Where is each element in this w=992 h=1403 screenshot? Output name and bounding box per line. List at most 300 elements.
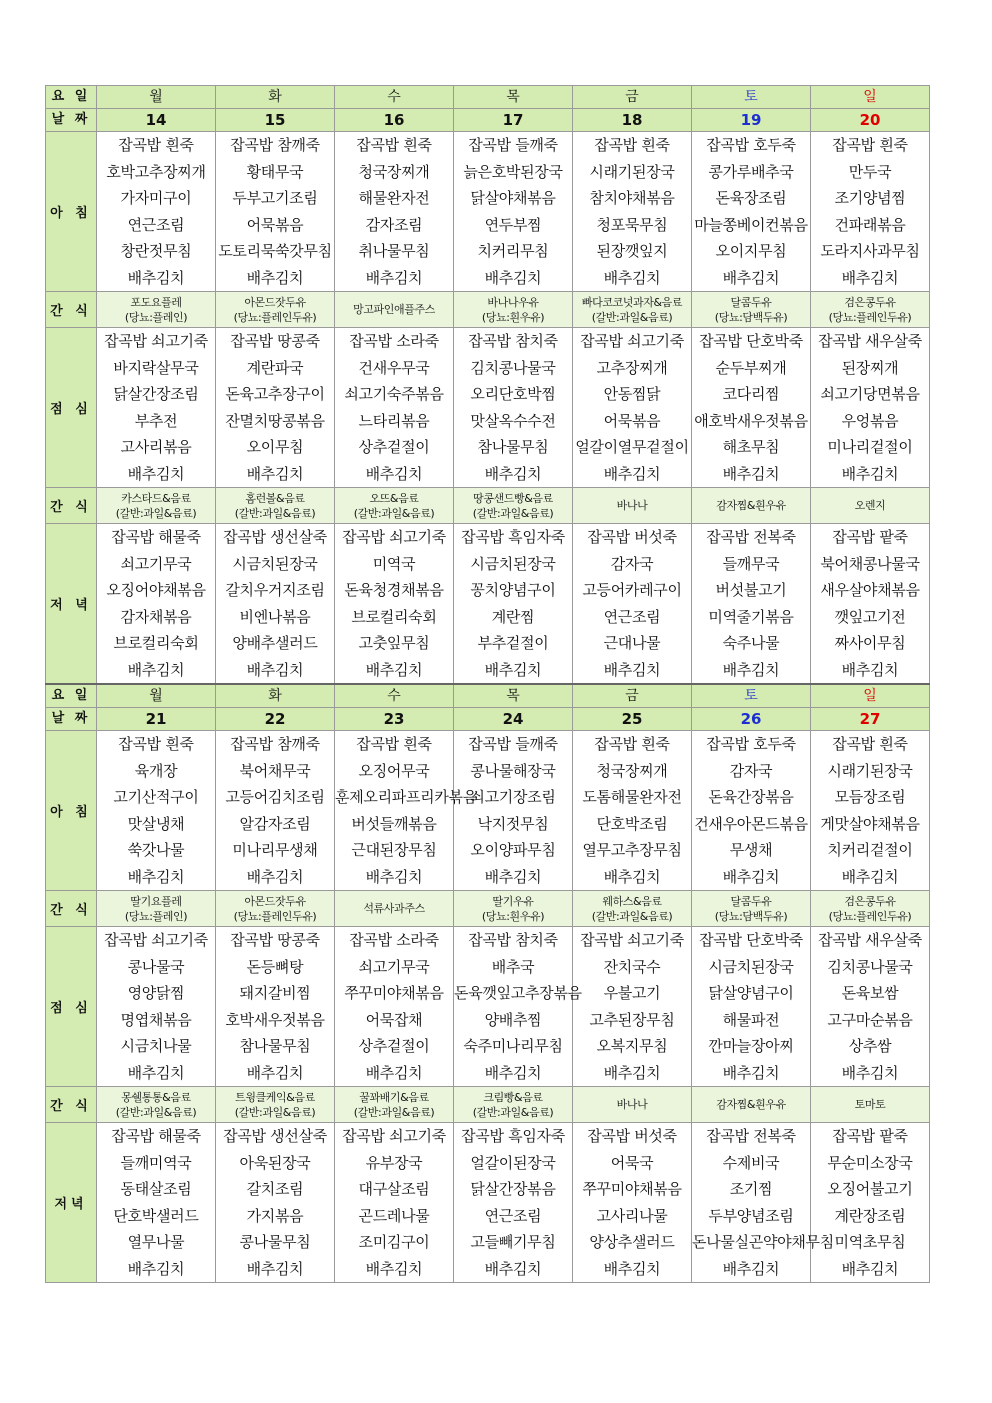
date-cell: 18 <box>573 109 692 132</box>
snack-item: 오뜨&음료 <box>369 491 419 505</box>
dish-item: 배추김치 <box>841 660 899 679</box>
dish-item: 참나물무침 <box>239 1037 311 1055</box>
row-label: 점 심 <box>46 927 97 1087</box>
day-of-week: 목 <box>454 86 573 109</box>
dish-item: 배추김치 <box>246 464 304 483</box>
meal-cell <box>692 927 811 1087</box>
snack-item: (갈반:과일&음료) <box>472 1105 554 1119</box>
day-of-week: 화 <box>216 86 335 109</box>
meal-cell <box>573 524 692 685</box>
dish-item: 배추김치 <box>365 660 423 679</box>
dish-item: 잔멸치땅콩볶음 <box>225 411 325 430</box>
dish-item: 창란젓무침 <box>120 242 192 260</box>
meal-cell <box>573 927 692 1087</box>
dish-item: 잡곡밥 쇠고기죽 <box>342 528 446 546</box>
dish-item: 배추김치 <box>365 268 423 287</box>
snack-item: 꿀꽈배기&음료 <box>359 1090 429 1104</box>
dish-item: 시금치된장국 <box>232 554 318 573</box>
dish-item: 고기산적구이 <box>113 788 199 806</box>
dish-item: 잡곡밥 흰죽 <box>832 136 908 154</box>
meal-cell <box>97 1123 216 1283</box>
snack-item: (당뇨:플레인) <box>124 310 188 324</box>
snack-item: (갈반:과일&음료) <box>234 1105 316 1119</box>
dish-item: 배추김치 <box>484 1063 542 1082</box>
dish-item: 배추김치 <box>127 1063 185 1082</box>
row-label: 요 일 <box>46 684 97 708</box>
meal-cell <box>97 731 216 891</box>
day-row <box>46 86 930 109</box>
dish-item: 잡곡밥 흑임자죽 <box>461 528 565 546</box>
dish-item: 황태무국 <box>246 162 304 181</box>
breakfast-row <box>46 132 930 292</box>
dish-item: 된장찌개 <box>841 358 899 377</box>
dish-item: 오이지무침 <box>715 242 787 260</box>
dish-item: 연근조림 <box>127 215 185 234</box>
dish-item: 연두부찜 <box>484 215 542 234</box>
snack-cell <box>573 891 692 927</box>
dish-item: 미역줄기볶음 <box>708 607 794 626</box>
snack-item: 땅콩샌드빵&음료 <box>473 491 553 505</box>
lunch-row <box>46 328 930 488</box>
snack-cell <box>335 488 454 524</box>
dish-item: 고추장찌개 <box>596 358 668 377</box>
dish-item: 우엉볶음 <box>841 411 899 430</box>
snack-item: (갈반:과일&음료) <box>591 310 673 324</box>
dish-item: 된장깻잎지 <box>596 242 668 260</box>
day-of-week: 목 <box>454 684 573 708</box>
dish-item: 배추김치 <box>603 464 661 483</box>
snack-item: (갈반:과일&음료) <box>353 506 435 520</box>
dish-item: 비엔나볶음 <box>239 607 311 626</box>
dish-item: 늙은호박된장국 <box>463 162 563 181</box>
row-label: 간 식 <box>46 891 97 927</box>
dish-item: 오리단호박찜 <box>470 385 556 403</box>
dish-item: 북어채무국 <box>239 761 311 780</box>
snack-item: (갈반:과일&음료) <box>472 506 554 520</box>
meal-cell <box>811 1123 930 1283</box>
dish-item: 쭈꾸미야채볶음 <box>344 984 444 1002</box>
snack-cell <box>692 891 811 927</box>
dish-item: 해물파전 <box>722 1010 780 1029</box>
date-row <box>46 708 930 731</box>
snack-pm-row <box>46 488 930 524</box>
dish-item: 도토리묵쑥갓무침 <box>218 242 332 260</box>
snack-item: 감자찜&흰우유 <box>716 499 786 512</box>
dish-item: 돈육깻잎고추장볶음 <box>454 984 582 1002</box>
dish-item: 얼갈이된장국 <box>470 1153 556 1172</box>
meal-cell <box>216 524 335 685</box>
snack-item: 몽쉘통통&음료 <box>121 1090 191 1104</box>
dish-item: 잡곡밥 땅콩죽 <box>230 931 320 949</box>
dish-item: 배추김치 <box>246 1259 304 1278</box>
meal-cell <box>573 328 692 488</box>
dish-item: 잡곡밥 단호박죽 <box>699 931 803 949</box>
dish-item: 배추김치 <box>365 867 423 886</box>
dish-item: 감자국 <box>610 554 654 573</box>
dish-item: 건새우무국 <box>358 358 430 377</box>
snack-cell <box>335 292 454 328</box>
dish-item: 잡곡밥 흰죽 <box>356 735 432 753</box>
dish-item: 잡곡밥 해물죽 <box>111 1127 201 1145</box>
dish-item: 잡곡밥 쇠고기죽 <box>104 931 208 949</box>
dish-item: 잡곡밥 버섯죽 <box>587 528 677 546</box>
dish-item: 느타리볶음 <box>358 411 430 430</box>
meal-cell <box>216 927 335 1087</box>
snack-cell <box>573 1087 692 1123</box>
meal-cell <box>692 328 811 488</box>
dish-item: 열무나물 <box>127 1233 185 1251</box>
dish-item: 잡곡밥 전복죽 <box>706 1127 796 1145</box>
dish-item: 배추김치 <box>841 1259 899 1278</box>
row-label: 날 짜 <box>46 109 97 132</box>
dish-item: 숙주미나리무침 <box>463 1037 563 1055</box>
dish-item: 잡곡밥 호두죽 <box>706 735 796 753</box>
dish-item: 해물완자전 <box>358 189 430 207</box>
dish-item: 배추김치 <box>722 867 780 886</box>
snack-cell <box>216 891 335 927</box>
dish-item: 도라지사과무침 <box>820 242 920 260</box>
dish-item: 배추김치 <box>246 1063 304 1082</box>
day-of-week: 토 <box>692 86 811 109</box>
dish-item: 배추김치 <box>484 464 542 483</box>
snack-cell <box>97 891 216 927</box>
meal-cell <box>692 731 811 891</box>
snack-am-row <box>46 891 930 927</box>
dish-item: 잡곡밥 흰죽 <box>832 735 908 753</box>
meal-cell <box>216 1123 335 1283</box>
meal-cell <box>454 1123 573 1283</box>
meal-cell <box>335 328 454 488</box>
dish-item: 배추김치 <box>603 867 661 886</box>
snack-item: 웨하스&음료 <box>602 894 662 908</box>
dish-item: 닭살야채볶음 <box>470 189 556 207</box>
snack-item: (당뇨:플레인) <box>124 909 188 923</box>
snack-item: (당뇨:담백두유) <box>714 909 788 923</box>
dish-item: 명엽채볶음 <box>120 1010 192 1029</box>
dish-item: 낙지젓무침 <box>477 814 549 833</box>
dish-item: 청국장찌개 <box>596 761 668 780</box>
snack-cell <box>573 488 692 524</box>
dish-item: 배추김치 <box>841 464 899 483</box>
date-cell: 24 <box>454 708 573 731</box>
dish-item: 계란파국 <box>246 358 304 377</box>
snack-item: 검은콩두유 <box>844 894 896 908</box>
snack-cell <box>97 1087 216 1123</box>
snack-item: 포도요플레 <box>130 295 182 309</box>
dish-item: 수제비국 <box>722 1153 780 1172</box>
dish-item: 참나물무침 <box>477 438 549 456</box>
day-of-week: 월 <box>97 684 216 708</box>
dish-item: 맛살냉채 <box>127 814 185 833</box>
dish-item: 배추김치 <box>127 867 185 886</box>
snack-item: 빠다코코넛과자&음료 <box>581 295 683 309</box>
dish-item: 부추겉절이 <box>477 634 549 652</box>
dish-item: 시금치된장국 <box>708 957 794 976</box>
meal-cell <box>573 1123 692 1283</box>
dish-item: 돈육간장볶음 <box>708 788 794 806</box>
meal-cell <box>454 132 573 292</box>
dish-item: 곤드레나물 <box>358 1206 430 1225</box>
snack-item: (갈반:과일&음료) <box>353 1105 435 1119</box>
dish-item: 북어채콩나물국 <box>820 554 920 573</box>
snack-item: (당뇨:흰우유) <box>481 310 545 324</box>
menu-table <box>45 85 930 1283</box>
snack-cell <box>811 292 930 328</box>
row-label: 간 식 <box>46 1087 97 1123</box>
dish-item: 잡곡밥 쇠고기죽 <box>580 931 684 949</box>
dish-item: 대구살조림 <box>358 1180 430 1198</box>
dinner-row <box>46 1123 930 1283</box>
snack-item: 오렌지 <box>854 499 886 512</box>
dish-item: 게맛살야채볶음 <box>820 814 920 833</box>
dish-item: 순두부찌개 <box>715 358 787 377</box>
dish-item: 배추김치 <box>246 660 304 679</box>
dish-item: 무생채 <box>729 841 773 859</box>
dish-item: 계란찜 <box>491 607 535 626</box>
dish-item: 잡곡밥 생선살죽 <box>223 1127 327 1145</box>
dish-item: 배추김치 <box>722 1259 780 1278</box>
snack-item: 트윙클케익&음료 <box>235 1090 315 1104</box>
dish-item: 잡곡밥 들깨죽 <box>468 735 558 753</box>
dish-item: 배추김치 <box>484 660 542 679</box>
dish-item: 미역초무침 <box>834 1233 906 1251</box>
meal-cell <box>97 328 216 488</box>
snack-cell <box>97 292 216 328</box>
snack-cell <box>811 891 930 927</box>
day-of-week: 일 <box>811 684 930 708</box>
snack-cell <box>335 1087 454 1123</box>
dish-item: 조기찜 <box>729 1180 773 1198</box>
date-cell: 23 <box>335 708 454 731</box>
dish-item: 육개장 <box>134 761 178 780</box>
dish-item: 어묵볶음 <box>603 411 661 430</box>
dish-item: 알감자조림 <box>239 814 311 833</box>
meal-cell <box>454 731 573 891</box>
meal-cell <box>811 132 930 292</box>
dinner-row <box>46 524 930 685</box>
dish-item: 잡곡밥 들깨죽 <box>468 136 558 154</box>
snack-cell <box>454 891 573 927</box>
dish-item: 안동찜닭 <box>603 385 661 403</box>
day-of-week: 수 <box>335 684 454 708</box>
dish-item: 호박고추장찌개 <box>106 162 206 181</box>
date-cell: 22 <box>216 708 335 731</box>
dish-item: 버섯불고기 <box>715 581 787 599</box>
meal-cell <box>335 524 454 685</box>
meal-cell <box>97 132 216 292</box>
dish-item: 두부고기조림 <box>232 189 318 207</box>
dish-item: 잡곡밥 새우살죽 <box>818 332 922 350</box>
dish-item: 오복지무침 <box>596 1037 668 1055</box>
snack-item: (당뇨:플레인두유) <box>828 310 912 324</box>
meal-cell <box>97 524 216 685</box>
dish-item: 쇠고기무국 <box>120 554 192 573</box>
snack-item: 홈런볼&음료 <box>245 491 305 505</box>
dish-item: 잔치국수 <box>603 957 661 976</box>
meal-cell <box>216 731 335 891</box>
snack-item: (당뇨:플레인두유) <box>233 909 317 923</box>
dish-item: 갈치우거지조림 <box>225 581 325 599</box>
dish-item: 고들빼기무침 <box>470 1233 556 1251</box>
day-of-week: 토 <box>692 684 811 708</box>
dish-item: 잡곡밥 참깨죽 <box>230 735 320 753</box>
snack-cell <box>692 1087 811 1123</box>
dish-item: 잡곡밥 흰죽 <box>118 735 194 753</box>
dish-item: 콩가루배추국 <box>708 162 794 181</box>
dish-item: 배추김치 <box>841 268 899 287</box>
dish-item: 시금치나물 <box>120 1037 192 1055</box>
day-of-week: 금 <box>573 86 692 109</box>
dish-item: 잡곡밥 참치죽 <box>468 931 558 949</box>
meal-cell <box>811 927 930 1087</box>
dish-item: 배추김치 <box>127 268 185 287</box>
dish-item: 배추김치 <box>246 268 304 287</box>
dish-item: 양배추샐러드 <box>232 634 318 652</box>
dish-item: 영양닭찜 <box>127 984 185 1002</box>
dish-item: 치커리무침 <box>477 242 549 260</box>
dish-item: 짜사이무침 <box>834 634 906 652</box>
dish-item: 가자미구이 <box>120 189 192 207</box>
day-of-week: 금 <box>573 684 692 708</box>
snack-item: 카스타드&음료 <box>121 491 191 505</box>
meal-cell <box>216 328 335 488</box>
row-label: 저 녁 <box>46 524 97 685</box>
snack-am-row <box>46 292 930 328</box>
dish-item: 도톰해물완자전 <box>582 788 682 806</box>
meal-cell <box>335 927 454 1087</box>
lunch-row <box>46 927 930 1087</box>
snack-cell <box>573 292 692 328</box>
dish-item: 잡곡밥 호두죽 <box>706 136 796 154</box>
dish-item: 배추김치 <box>722 660 780 679</box>
dish-item: 양상추샐러드 <box>589 1233 675 1251</box>
dish-item: 콩나물해장국 <box>470 761 556 780</box>
dish-item: 잡곡밥 흰죽 <box>118 136 194 154</box>
dish-item: 상추겉절이 <box>358 1037 430 1055</box>
dish-item: 오징어야채볶음 <box>106 581 206 599</box>
snack-cell <box>692 488 811 524</box>
dish-item: 취나물무침 <box>358 242 430 260</box>
dish-item: 배추김치 <box>603 660 661 679</box>
dish-item: 시래기된장국 <box>589 162 675 181</box>
dish-item: 돈등뼈탕 <box>246 957 304 976</box>
snack-cell <box>454 1087 573 1123</box>
snack-item: (갈반:과일&음료) <box>234 506 316 520</box>
row-label: 점 심 <box>46 328 97 488</box>
dish-item: 배추김치 <box>484 1259 542 1278</box>
dish-item: 훈제오리파프리카볶음 <box>335 788 477 806</box>
dish-item: 배추김치 <box>484 867 542 886</box>
snack-item: 바나나 <box>616 1098 648 1111</box>
dish-item: 브로컬리숙회 <box>113 634 199 652</box>
dish-item: 잡곡밥 팥죽 <box>832 1127 908 1145</box>
date-cell: 19 <box>692 109 811 132</box>
dish-item: 미나리무생채 <box>232 841 318 859</box>
meal-cell <box>335 1123 454 1283</box>
dish-item: 오징어무국 <box>358 761 430 780</box>
meal-cell <box>454 328 573 488</box>
dish-item: 연근조림 <box>603 607 661 626</box>
dish-item: 시래기된장국 <box>827 761 913 780</box>
dish-item: 돈육보쌈 <box>841 984 899 1002</box>
dish-item: 오징어불고기 <box>827 1180 913 1198</box>
dish-item: 고사리나물 <box>596 1206 668 1225</box>
dish-item: 잡곡밥 생선살죽 <box>223 528 327 546</box>
snack-item: (당뇨:담백두유) <box>714 310 788 324</box>
dish-item: 배추김치 <box>127 1259 185 1278</box>
dish-item: 갈치조림 <box>246 1180 304 1198</box>
snack-item: (갈반:과일&음료) <box>115 506 197 520</box>
dish-item: 숙주나물 <box>722 634 780 652</box>
dish-item: 얼갈이열무겉절이 <box>575 438 689 456</box>
dish-item: 미나리겉절이 <box>827 438 913 456</box>
dish-item: 청국장찌개 <box>358 162 430 181</box>
dish-item: 잡곡밥 버섯죽 <box>587 1127 677 1145</box>
meal-cell <box>97 927 216 1087</box>
snack-item: 딸기요플레 <box>130 894 182 908</box>
dish-item: 잡곡밥 쇠고기죽 <box>580 332 684 350</box>
dish-item: 배추김치 <box>127 660 185 679</box>
dish-item: 감자국 <box>729 761 773 780</box>
dish-item: 잡곡밥 소라죽 <box>349 332 439 350</box>
dish-item: 배추김치 <box>722 464 780 483</box>
dish-item: 상추쌈 <box>848 1037 892 1055</box>
dish-item: 배추국 <box>491 957 535 976</box>
dish-item: 배추김치 <box>127 464 185 483</box>
dish-item: 배추김치 <box>365 1259 423 1278</box>
dish-item: 우불고기 <box>603 984 661 1002</box>
meal-cell <box>811 328 930 488</box>
dish-item: 단호박샐러드 <box>113 1206 199 1225</box>
dish-item: 쇠고기당면볶음 <box>820 385 920 403</box>
dish-item: 배추김치 <box>365 464 423 483</box>
snack-item: 검은콩두유 <box>844 295 896 309</box>
date-cell: 21 <box>97 708 216 731</box>
meal-cell <box>692 132 811 292</box>
snack-item: (갈반:과일&음료) <box>591 909 673 923</box>
day-of-week: 일 <box>811 86 930 109</box>
dish-item: 깻잎고기전 <box>834 607 906 626</box>
dish-item: 애호박새우젓볶음 <box>694 411 808 430</box>
snack-item: (갈반:과일&음료) <box>115 1105 197 1119</box>
snack-cell <box>216 488 335 524</box>
dish-item: 단호박조림 <box>596 814 668 833</box>
dish-item: 모듬장조림 <box>834 788 906 806</box>
dish-item: 돈육고추장구이 <box>225 385 325 403</box>
dish-item: 부추전 <box>134 411 178 430</box>
dish-item: 버섯들깨볶음 <box>351 814 437 833</box>
date-cell: 20 <box>811 109 930 132</box>
meal-cell <box>454 524 573 685</box>
snack-item: 망고파인애플주스 <box>353 303 435 316</box>
snack-item: (당뇨:플레인두유) <box>828 909 912 923</box>
dish-item: 닭살간장볶음 <box>470 1180 556 1198</box>
dish-item: 해초무침 <box>722 438 780 456</box>
dish-item: 쇠고기장조림 <box>470 788 556 806</box>
snack-cell <box>811 1087 930 1123</box>
dish-item: 닭살양념구이 <box>708 984 794 1002</box>
dish-item: 돼지갈비찜 <box>239 984 311 1002</box>
dish-item: 연근조림 <box>484 1206 542 1225</box>
dish-item: 상추겉절이 <box>358 438 430 456</box>
dish-item: 유부장국 <box>365 1153 423 1172</box>
dish-item: 잡곡밥 땅콩죽 <box>230 332 320 350</box>
dish-item: 고등어김치조림 <box>225 788 325 806</box>
dish-item: 쑥갓나물 <box>127 841 185 859</box>
dish-item: 어묵볶음 <box>246 215 304 234</box>
date-cell: 15 <box>216 109 335 132</box>
dish-item: 배추김치 <box>722 268 780 287</box>
